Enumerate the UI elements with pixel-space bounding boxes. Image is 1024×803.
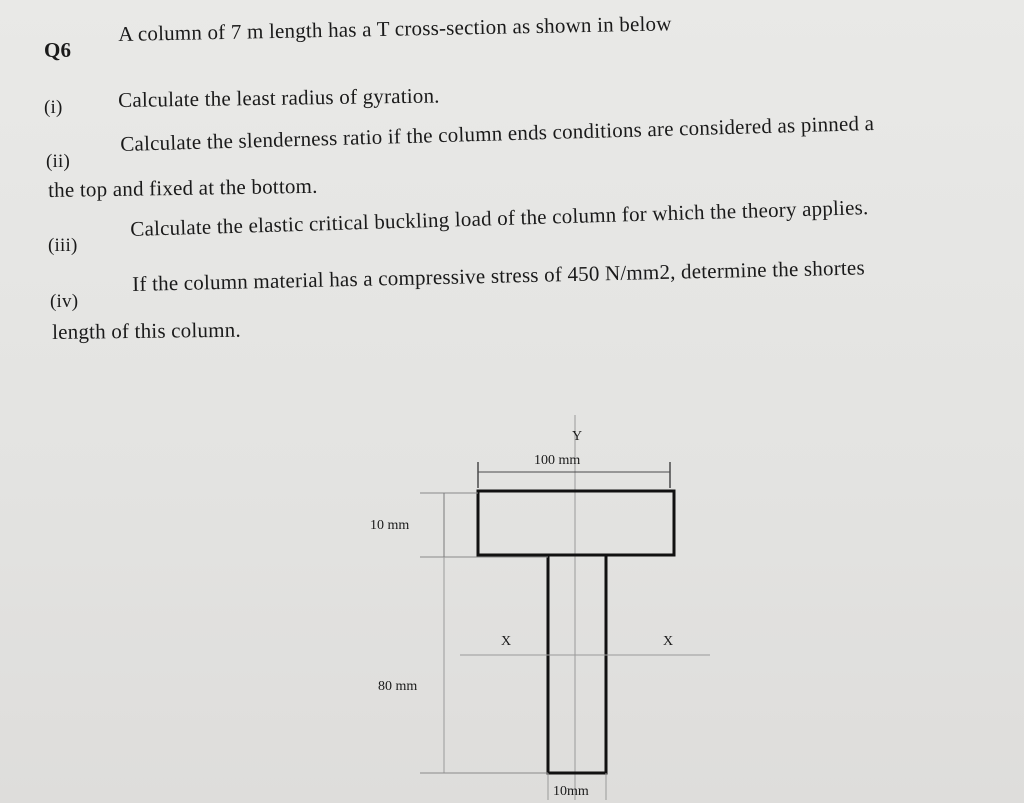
x-axis-label-left: X <box>501 634 512 649</box>
part-i-text: Calculate the least radius of gyration. <box>117 83 440 112</box>
web-thickness-label: 10mm <box>553 784 589 799</box>
part-iv-continuation: length of this column. <box>51 317 241 344</box>
y-axis-label: Y <box>572 429 583 444</box>
part-iii-label: (iii) <box>48 235 78 256</box>
web-height-label: 80 mm <box>378 679 418 694</box>
flange <box>478 491 674 555</box>
part-iv-label: (iv) <box>50 291 79 312</box>
part-iii-text: Calculate the elastic critical buckling load of the column for which the theory applies. <box>129 195 869 241</box>
x-axis-label-right: X <box>663 634 674 649</box>
part-ii-continuation: the top and fixed at the bottom. <box>47 173 318 202</box>
question-stem: A column of 7 m length has a T cross-section as shown in below <box>117 11 672 46</box>
part-ii-text: Calculate the slenderness ratio if the column ends conditions are considered as pinned a <box>119 110 875 156</box>
part-iv-text: If the column material has a compressive stress of 450 N/mm2, determine the shortes <box>131 255 866 296</box>
part-ii-label: (ii) <box>46 151 71 172</box>
web <box>548 555 606 773</box>
flange-width-label: 100 mm <box>534 453 581 468</box>
question-number: Q6 <box>44 38 72 62</box>
part-i-label: (i) <box>44 97 63 118</box>
flange-thickness-label: 10 mm <box>370 518 410 533</box>
